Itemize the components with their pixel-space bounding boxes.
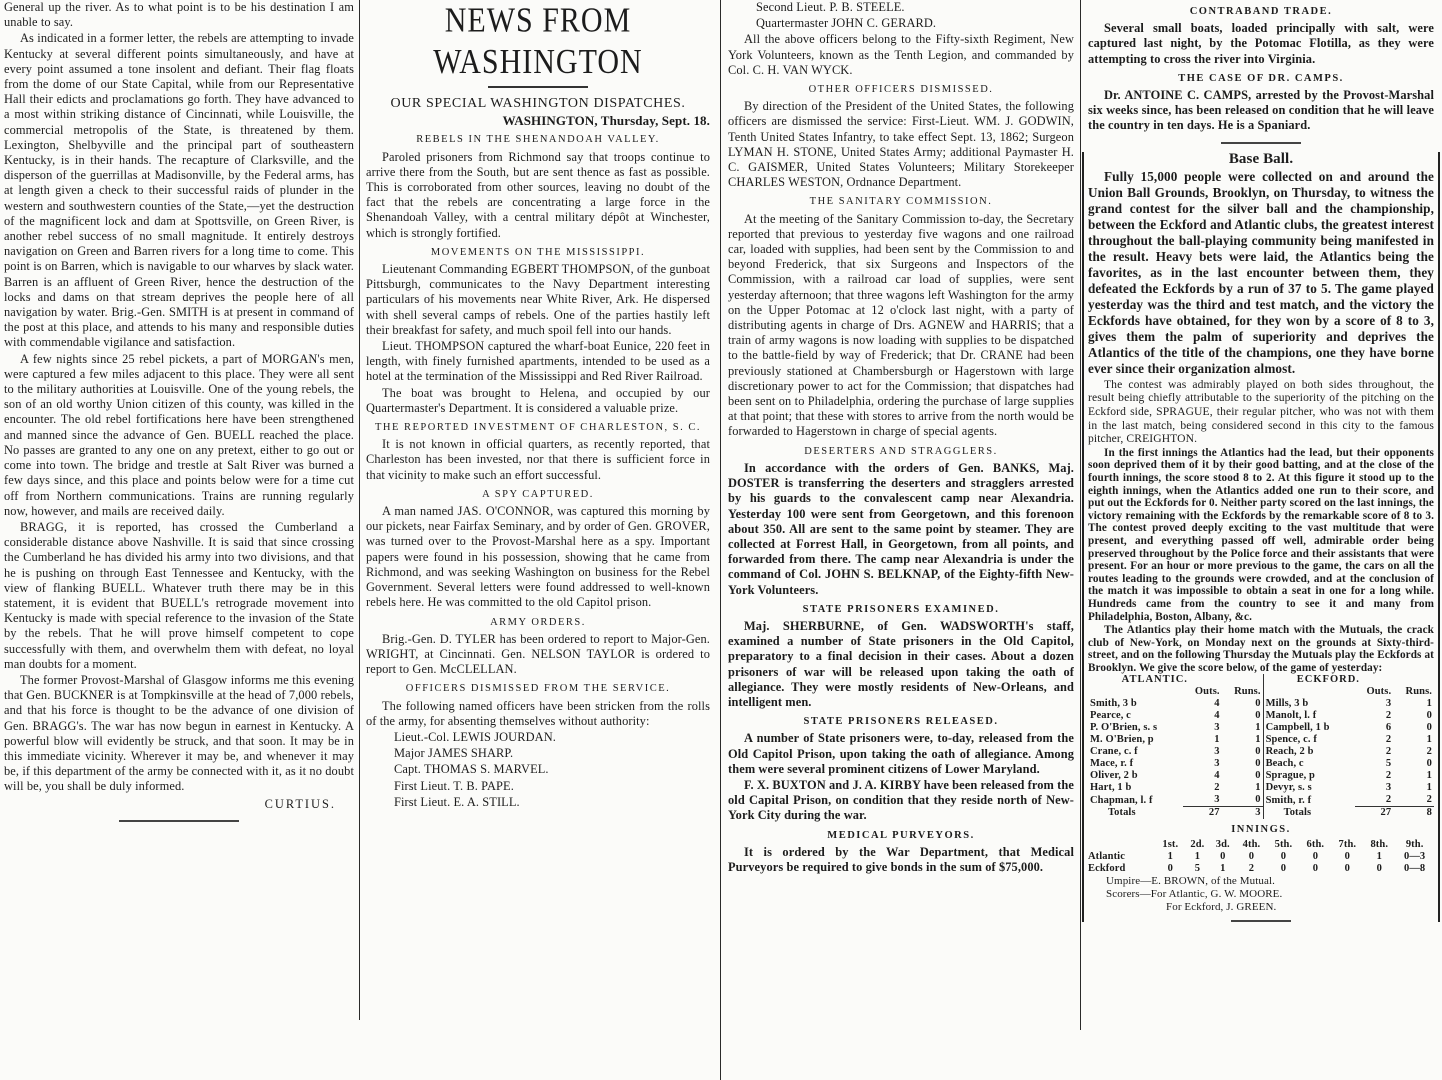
section-title: MOVEMENTS ON THE MISSISSIPPI.	[430, 246, 646, 258]
inning-score: 1	[1376, 850, 1382, 862]
dismissed-officer: Capt. THOMAS S. MARVEL.	[394, 762, 549, 777]
inning-score: 0	[1344, 862, 1350, 874]
player-outs: 5	[1385, 758, 1392, 770]
article-paragraph: At the meeting of the Sanitary Commission to-day, the Secretary reported that previous to yesterday five wagons and one railroad car, loaded with supplies, had been sent by the Commission to and beyond Frederick, that six Surgeons and Inspectors of the Commission, with a railroad car load of supplies, were sent yesterday afternoon; that three wagons left Washington for the army on the Upper Potomac at 12 o'clock last night, with a party of distributing agents in charge of Drs. AGNEW and HARRIS; that a train of army wagons is now loading with supplies to be dispatched to the battle-field by way of Frederick; that Dr. CRANE had been previously stationed at Chambersburgh or Hagerstown with large discretionary power to act for the Commission; that dispatches had been sent on to Philadelphia, ordering the purchase of large supplies at that point; that these with stores to arrive from the north would be forwarded to Hagerstown in charge of special agents.	[728, 211, 1074, 439]
innings-title: INNINGS.	[1231, 824, 1291, 836]
inning-score: 1	[1194, 850, 1201, 862]
score-row	[1088, 734, 1434, 746]
article-paragraph: The Atlantics play their home match with the Mutuals, the crack club of New-York, on Monday next on the grounds at Sixty-third-street, and on the following Thursday the Mutuals play the Eckfords at Brooklyn. We give the score below, of the game of yesterday:	[1088, 624, 1434, 674]
game-officials	[1088, 875, 1434, 914]
player-outs: 1	[1214, 734, 1220, 746]
ornamental-divider	[1231, 920, 1291, 922]
player-runs: 2	[1426, 746, 1432, 758]
player-name: P. O'Brien, s. s	[1090, 722, 1158, 734]
inning-score: 0—8	[1403, 862, 1426, 874]
player-runs: 1	[1426, 698, 1432, 710]
inning-header: 8th.	[1370, 838, 1389, 850]
inning-score: 2	[1248, 862, 1255, 874]
article-paragraph: It is ordered by the War Department, that Medical Purveyors be required to give bonds in the sum of $75,000.	[728, 844, 1074, 874]
dismissed-officer: Major JAMES SHARP.	[394, 746, 514, 761]
column-rule	[720, 0, 721, 1080]
totals-runs: 8	[1393, 807, 1434, 820]
article-paragraph: A man named JAS. O'CONNOR, was captured this morning by our pickets, near Fairfax Seminary, and by order of Gen. GROVER, was turned over to the Provost-Marshal here as a spy. Important papers were found in his possession, showing that he came from Richmond, and was seeking Washington on business for the Rebel Government. Several letters were found addressed to well-known rebels here. He was committed to the old Capitol prison.	[366, 504, 710, 610]
article-paragraph: It is not known in official quarters, as recently reported, that Charleston has been invested, nor that there is sufficient force in that vicinity to make such an effort successful.	[366, 437, 710, 482]
article-paragraph: All the above officers belong to the Fifty-sixth Regiment, New York Volunteers, known as the Tenth Legion, and commanded by Col. C. H. VAN WYCK.	[728, 32, 1074, 77]
article-paragraph: The contest was admirably played on both sides throughout, the result being chiefly attributable to the superiority of the pitching on the Eckford side, SPRAGUE, their regular pitcher, who was not with them in the last match, being considered second in this city to the famous pitcher, CREIGHTON.	[1088, 377, 1434, 446]
section-title: A SPY CAPTURED.	[482, 488, 594, 500]
article-paragraph: The following named officers have been stricken from the rolls of the army, for absenting themselves without authority:	[366, 698, 710, 728]
player-outs: 2	[1385, 710, 1392, 722]
innings-table	[1088, 839, 1434, 875]
dispatch-title: OUR SPECIAL WASHINGTON DISPATCHES.	[390, 96, 686, 111]
score-row	[1088, 698, 1434, 710]
player-name: Campbell, 1 b	[1263, 722, 1355, 734]
player-runs: 1	[1426, 782, 1432, 794]
inning-score: 0	[1280, 850, 1287, 862]
totals-row	[1088, 807, 1434, 820]
inning-score: 0	[1312, 850, 1319, 862]
score-row	[1088, 794, 1434, 807]
column-2-news-from-washington	[366, 0, 710, 810]
article-paragraph: Dr. ANTOINE C. CAMPS, arrested by the Provost-Marshal six weeks since, has been released on condition that he will leave the country in ten days. He is a Spaniard.	[1088, 88, 1434, 133]
runs-header: Runs.	[1234, 686, 1261, 698]
article-paragraph: Maj. SHERBURNE, of Gen. WADSWORTH's staff, examined a number of State prisoners in the Old Capitol, preparatory to a final decision in their cases. About a dozen prisoners of war will be released upon taking the oath of allegiance. They were mostly residents of New-Orleans, and intelligent men.	[728, 618, 1074, 709]
article-paragraph: By direction of the President of the United States, the following officers are dismissed the service: First-Lieut. WM. J. GODWIN, Tenth United States Infantry, to take effect Sept. 13, 1862; Surgeon LYMAN H. STONE, United States Army; additional Paymaster H. C. GAISMER, United States Volunteers; Military Storekeeper CHARLES WESTON, Ordnance Department.	[728, 99, 1074, 190]
inning-score: 0	[1344, 850, 1350, 862]
column-rule	[359, 0, 360, 1020]
player-name: Reach, 2 b	[1263, 746, 1355, 758]
section-title: ARMY ORDERS.	[490, 616, 586, 628]
article-paragraph: The former Provost-Marshal of Glasgow informs me this evening that Gen. BUCKNER is at Tompkinsville at the head of 7,000 rebels, and that his force is thought to be the advance of one division of Gen. BRAGG's. The war has now begun in earnest in Kentucky. A powerful blow will evidently be struck, and that soon. It may be in this immediate vicinity. Wherever it may be, and whenever it may be, if this department of the army be connected with it, as it no doubt will be, you shall be duly informed.	[4, 672, 354, 794]
dismissed-officer: Lieut.-Col. LEWIS JOURDAN.	[394, 729, 556, 744]
player-runs: 0	[1426, 758, 1432, 770]
player-runs: 2	[1426, 794, 1432, 806]
ornamental-divider	[119, 820, 239, 822]
outs-header: Outs.	[1194, 686, 1220, 698]
inning-score: 0	[1167, 862, 1173, 874]
team-name-eckford: ECKFORD.	[1263, 674, 1393, 686]
player-name: Mills, 3 b	[1263, 698, 1355, 710]
player-outs: 4	[1214, 698, 1220, 710]
article-paragraph: The boat was brought to Helena, and occupied by our Quartermaster's Department. It is considered a valuable prize.	[366, 385, 710, 415]
dateline: WASHINGTON, Thursday, Sept. 18.	[502, 113, 710, 129]
innings-team: Eckford	[1088, 862, 1126, 874]
baseball-article	[1082, 152, 1440, 922]
section-title: REBELS IN THE SHENANDOAH VALLEY.	[416, 134, 660, 146]
player-outs: 2	[1214, 782, 1220, 794]
inning-score: 0	[1312, 862, 1319, 874]
player-outs: 3	[1214, 794, 1220, 806]
player-name: Hart, 1 b	[1090, 782, 1132, 794]
player-name: Smith, 3 b	[1090, 698, 1137, 710]
player-outs: 2	[1385, 770, 1392, 782]
player-name: Beach, c	[1263, 758, 1355, 770]
baseball-title: Base Ball.	[1228, 150, 1294, 167]
dismissed-officer: First Lieut. T. B. PAPE.	[394, 778, 514, 793]
inning-score: 5	[1194, 862, 1201, 874]
umpire-line: Umpire—E. BROWN, of the Mutual.	[1106, 874, 1275, 887]
inning-score: 0	[1376, 862, 1382, 874]
section-title: STATE PRISONERS EXAMINED.	[802, 603, 1000, 615]
article-paragraph: Lieutenant Commanding EGBERT THOMPSON, of the gunboat Pittsburgh, communicates to the Navy Department interesting particulars of his movements near White River, Ark. He dispersed with shell several camps of rebels. One of the parties hastily left their breakfast for safety, and much spoil fell into our hands.	[366, 262, 710, 337]
player-runs: 0	[1426, 710, 1432, 722]
dismissed-officer: First Lieut. E. A. STILL.	[394, 794, 520, 809]
inning-score: 0	[1280, 862, 1287, 874]
player-runs: 0	[1255, 770, 1261, 782]
inning-header: 9th.	[1405, 838, 1424, 850]
player-runs: 0	[1255, 698, 1261, 710]
page-headline: NEWS FROM WASHINGTON	[433, 1, 643, 82]
box-score-table	[1088, 674, 1434, 819]
player-name: Mace, r. f	[1090, 758, 1134, 770]
ornamental-divider	[1221, 142, 1301, 144]
player-name: Crane, c. f	[1090, 746, 1138, 758]
officer-line: Second Lieut. P. B. STEELE.	[756, 0, 905, 14]
officer-line: Quartermaster JOHN C. GERARD.	[756, 16, 937, 31]
player-runs: 0	[1255, 710, 1261, 722]
player-runs: 0	[1426, 722, 1432, 734]
section-title: STATE PRISONERS RELEASED.	[803, 716, 999, 728]
player-outs: 4	[1214, 710, 1220, 722]
team-name-atlantic: ATLANTIC.	[1121, 674, 1188, 686]
player-outs: 4	[1214, 770, 1220, 782]
player-name: Chapman, l. f	[1090, 794, 1153, 806]
section-title: THE CASE OF DR. CAMPS.	[1178, 72, 1344, 84]
article-paragraph: Several small boats, loaded principally with salt, were captured last night, by the Potomac Flotilla, as they were attempting to cross the river into Virginia.	[1088, 21, 1434, 66]
section-title: OTHER OFFICERS DISMISSED.	[808, 84, 994, 96]
runs-header: Runs.	[1405, 686, 1432, 698]
totals-runs: 3	[1222, 807, 1263, 820]
player-name: Spence, c. f	[1263, 734, 1355, 746]
player-name: Smith, r. f	[1263, 794, 1355, 807]
player-runs: 1	[1255, 734, 1261, 746]
player-name: Pearce, c	[1090, 710, 1131, 722]
totals-label: Totals	[1108, 807, 1136, 819]
section-title: OFFICERS DISMISSED FROM THE SERVICE.	[405, 683, 671, 695]
player-name: M. O'Brien, p	[1090, 734, 1154, 746]
scorer-line: Scorers—For Atlantic, G. W. MOORE.	[1106, 887, 1283, 900]
player-runs: 1	[1426, 770, 1432, 782]
player-runs: 0	[1255, 794, 1261, 806]
article-paragraph: Paroled prisoners from Richmond say that troops continue to arrive there from the South, but are sent thence as fast as possible. This is corroborated from other sources, leaving no doubt of the fact that the rebels are concentrating a large force in the Shenandoah Valley, with a central military dépôt at Winchester, which is strongly fortified.	[366, 149, 710, 240]
article-paragraph: Lieut. THOMPSON captured the wharf-boat Eunice, 220 feet in length, with finely furnished apartments, intended to be used as a hotel at the termination of the Mississippi and Red River Railroad.	[366, 339, 710, 384]
innings-team: Atlantic	[1088, 850, 1125, 862]
player-runs: 0	[1255, 746, 1261, 758]
score-row	[1088, 770, 1434, 782]
player-outs: 3	[1214, 746, 1220, 758]
article-paragraph: BRAGG, it is reported, has crossed the Cumberland a considerable distance above Nashville. It is said that since crossing the Cumberland he has divided his army into two divisions, and that he is pushing on through East Tennessee and Kentucky, with the view of flanking BUELL. Whatever truth there may be in this statement, it is evident that BUELL's retrograde movement into Kentucky is made with special reference to the invasion of the State by the rebels. That he will prove himself competent to cope successfully with them, and overwhelm them with defeat, no loyal man doubts for a moment.	[4, 519, 354, 671]
score-row	[1088, 722, 1434, 734]
totals-outs: 27	[1183, 807, 1221, 820]
inning-header: 3d.	[1215, 838, 1230, 850]
player-runs: 0	[1255, 758, 1261, 770]
player-name: Oliver, 2 b	[1090, 770, 1138, 782]
player-name: Manolt, l. f	[1263, 710, 1355, 722]
inning-header: 1st.	[1162, 838, 1179, 850]
article-paragraph: In accordance with the orders of Gen. BANKS, Maj. DOSTER is transferring the deserters and stragglers arrested by his guards to the convalescent camp near Alexandria. Yesterday 100 were sent from Georgetown, and this forenoon about 350. All are sent to the same point by steamer. They are collected at Forrest Hall, in Georgetown, from all points, and forwarded from there. The camp near Alexandria is under the command of Col. JOHN S. BELKNAP, of the Eighty-fifth New-York Volunteers.	[728, 460, 1074, 597]
inning-header: 4th.	[1242, 838, 1261, 850]
article-paragraph: A number of State prisoners were, to-day, released from the Old Capitol Prison, upon taking the oath of allegiance. Among them were several prominent citizens of Lower Maryland.	[728, 731, 1074, 776]
inning-header: 6th.	[1306, 838, 1325, 850]
player-runs: 1	[1255, 722, 1261, 734]
article-paragraph: F. X. BUXTON and J. A. KIRBY have been released from the old Capital Prison, on condition that they reside north of New-York City during the war.	[728, 777, 1074, 823]
article-paragraph: General up the river. As to what point is to be his destination I am unable to say.	[4, 0, 354, 30]
column-4-misc-and-baseball	[1088, 0, 1434, 928]
author-signature: CURTIUS.	[264, 796, 336, 811]
inning-score: 1	[1167, 850, 1173, 862]
section-title: DESERTERS AND STRAGGLERS.	[804, 445, 998, 457]
score-row	[1088, 782, 1434, 794]
score-row	[1088, 710, 1434, 722]
player-outs: 3	[1214, 722, 1220, 734]
scorer-line: For Eckford, J. GREEN.	[1166, 900, 1277, 913]
player-outs: 2	[1385, 794, 1392, 806]
inning-header: 5th.	[1274, 838, 1293, 850]
article-paragraph: A few nights since 25 rebel pickets, a part of MORGAN's men, were captured a few miles adjacent to this place. They were all sent to the military authorities at Louisville. One of the young rebels, the son of an old worthy Union citizen of this county, was killed in the encounter. The old rebel fortifications here have been strengthened and manned since the advance of Gen. BUELL reached the place. No passes are granted to any one on any pretext, either to go out or come into town. The bridge and trestle at Salt River was burned a few days since, and this place and points below were for a time cut off from Northern communications. Trains are running regularly now, however, and mails are received daily.	[4, 351, 354, 518]
player-outs: 3	[1214, 758, 1220, 770]
totals-outs: 27	[1355, 807, 1393, 820]
player-name: Devyr, s. s	[1263, 782, 1355, 794]
inning-header: 2d.	[1190, 838, 1205, 850]
player-outs: 2	[1385, 734, 1392, 746]
headline-rule	[488, 86, 588, 88]
article-paragraph: Brig.-Gen. D. TYLER has been ordered to report to Major-Gen. WRIGHT, at Cincinnati. Gen. NELSON TAYLOR is ordered to report to Gen. McCLELLAN.	[366, 631, 710, 677]
column-1-kentucky-letter	[4, 0, 354, 830]
inning-header: 7th.	[1338, 838, 1357, 850]
player-outs: 6	[1385, 722, 1392, 734]
inning-score: 0	[1248, 850, 1255, 862]
column-rule	[1080, 0, 1081, 1030]
article-paragraph: In the first innings the Atlantics had the lead, but their opponents soon deprived them of it by their good batting, and at the close of the fourth innings, the score stood 8 to 2. At this figure it stood up to the eighth innings, when the Atlantics added one run to their score, and put out the Eckfords for 0. Neither party scored on the last innings, the victory remaining with the Eckfords by the remarkable score of 8 to 3. The contest proved deeply exciting to the vast multitude that were present, and everything passed off well, admirable order being preserved throughout by the Police force and their assistants that were present. For an hour or more previous to the game, the cars on all the routes leading to the grounds were crowded, and at the conclusion of the match it was impossible to obtain a seat in one for a long while. Hundreds came from the country to see it and many from Philadelphia, Boston, Albany, &c.	[1088, 446, 1434, 623]
player-name: Sprague, p	[1263, 770, 1355, 782]
player-outs: 3	[1385, 698, 1392, 710]
section-title: THE REPORTED INVESTMENT OF CHARLESTON, S. C.	[374, 422, 702, 434]
player-outs: 3	[1385, 782, 1392, 794]
outs-header: Outs.	[1366, 686, 1392, 698]
player-runs: 1	[1255, 782, 1261, 794]
player-outs: 2	[1385, 746, 1392, 758]
innings-row	[1088, 863, 1434, 875]
inning-score: 0	[1220, 850, 1226, 862]
section-title: MEDICAL PURVEYORS.	[827, 829, 975, 841]
article-paragraph: As indicated in a former letter, the rebels are attempting to invade Kentucky at several different points simultaneously, and have at every point assumed a tone insolent and defiant. Their flag floats from the dome of our State Capital, while from our Representative Hall their edicts and proclamations go forth. They have advanced to a most within striking distance of Cincinnati, while Louisville, the commercial metropolis of the State, is threatened by them. Lexington, Shelbyville and the principal part of southeastern Kentucky, is in their hands. The recapture of Clarksville, and the disperson of the guerrillas at Madisonville, by the Federal arms, has at length given a check to their successful raids of plunder in the western and southwestern counties of the State,—yet the destruction of the magnificent lock and dam at Spottsville, on Green River, is another rebel success of no small magnitude. It entirely destroys navigation on Green and Barren rivers for a long time to come. This point is on Barren, which is navigable to our wharves by slack water. Barren is an affluent of Green River, hence the destruction of the locks and dams on that stream deprives the people here of all navigation by water. Brig.-Gen. SMITH is at present in command of the post at this place, and attends to his many and responsible duties with commendable vigilance and satisfaction.	[4, 31, 354, 350]
section-title: CONTRABAND TRADE.	[1189, 6, 1333, 17]
innings-row	[1088, 851, 1434, 863]
inning-score: 1	[1220, 862, 1226, 874]
score-row	[1088, 758, 1434, 770]
article-paragraph: Fully 15,000 people were collected on and around the Union Ball Grounds, Brooklyn, on Thursday, to witness the grand contest for the silver ball and the championship, between the Eckford and Atlantic clubs, the greatest interest throughout the ball-playing community being manifested in the result. Heavy bets were laid, the Atlantics being the favorites, as in the last encounter between them, they defeated the Eckfords by a run of 37 to 5. The game played yesterday was the third and test match, and the victory the Eckfords have obtained, for they won by a score of 8 to 3, gives them the palm of superiority and deprives the Atlantics of the title of the champions, one they have borne ever since their organization almost.	[1088, 168, 1434, 376]
totals-label: Totals	[1263, 807, 1355, 820]
section-title: THE SANITARY COMMISSION.	[809, 196, 993, 208]
player-runs: 1	[1426, 734, 1432, 746]
inning-score: 0—3	[1403, 850, 1426, 862]
score-row	[1088, 746, 1434, 758]
column-3-washington-continued	[728, 0, 1074, 875]
